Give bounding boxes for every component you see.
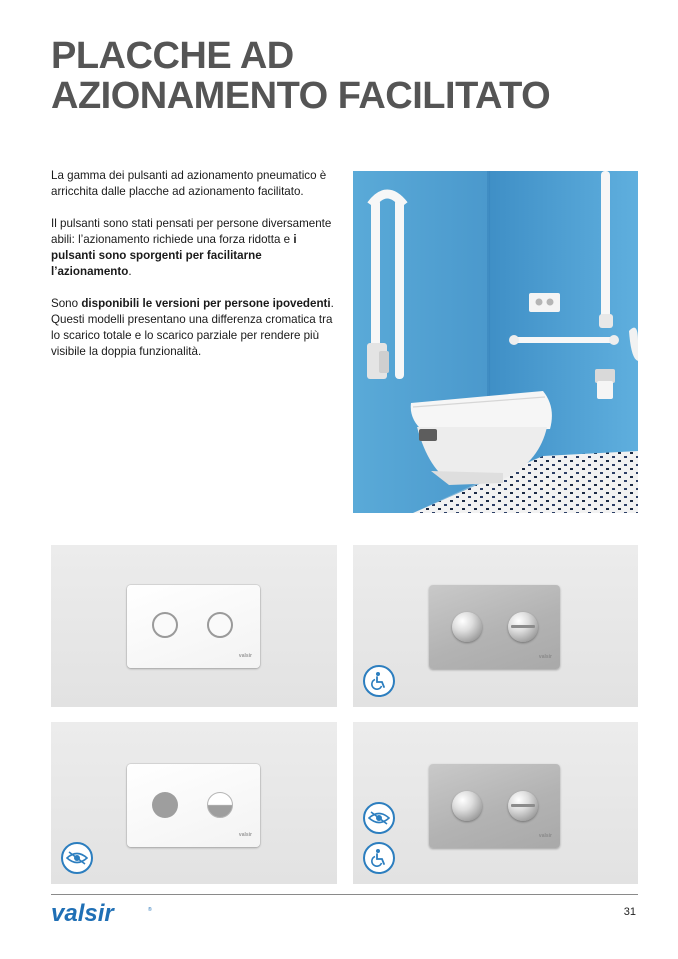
product-panel-steel-combined: [353, 722, 638, 884]
page-number: 31: [623, 906, 636, 918]
bathroom-photo: [353, 171, 638, 513]
partial-flush-button: [452, 791, 482, 821]
wheelchair-icon: [363, 842, 395, 874]
page-title: [51, 36, 651, 116]
flush-plate: [429, 585, 560, 669]
full-flush-button: [508, 612, 538, 642]
emphasis-visually-impaired: disponibili le versioni per persone ipovedenti: [81, 297, 331, 310]
page-title-line-1: PLACCHE AD: [51, 35, 294, 77]
eye-icon: [61, 842, 93, 874]
partial-flush-button: [152, 792, 178, 818]
wheelchair-icon: [363, 665, 395, 697]
flush-plate: [127, 585, 260, 668]
intro-text: [51, 168, 341, 376]
flush-plate: [429, 764, 560, 848]
partial-flush-button: [152, 612, 178, 638]
plate-brand-mark: valsir: [238, 653, 252, 659]
full-flush-button: [207, 792, 233, 818]
product-panel-white-standard: [51, 545, 337, 707]
product-panel-white-contrast: [51, 722, 337, 884]
paragraph-2: Il pulsanti sono stati pensati per persone diversamente abili: l’azionamento richiede una forza ridotta e i pulsanti sono sporgenti per facilitarne l’azionamento.: [51, 217, 332, 278]
paragraph-3: Sono disponibili le versioni per persone ipovedenti. Questi modelli presentano una differenza cromatica tra lo scarico totale e lo scarico parziale per rendere più visibile la doppia funzionalità.: [51, 297, 334, 358]
plate-brand-mark: valsir: [538, 654, 552, 660]
plate-brand-mark: valsir: [538, 833, 552, 839]
full-flush-button: [207, 612, 233, 638]
product-panel-steel-disabled: [353, 545, 638, 707]
emphasis-protruding-buttons: i pulsanti sono sporgenti per facilitarne l’azionamento: [51, 233, 297, 278]
plate-brand-mark: valsir: [238, 832, 252, 838]
partial-flush-button: [452, 612, 482, 642]
footer-divider: [51, 894, 638, 895]
eye-icon: [363, 802, 395, 834]
full-flush-button: [508, 791, 538, 821]
page-title-line-2: AZIONAMENTO FACILITATO: [51, 75, 551, 117]
svg-text:valsir: valsir: [51, 900, 114, 927]
paragraph-1: La gamma dei pulsanti ad azionamento pneumatico è arricchita dalle placche ad azionamento facilitato.: [51, 169, 327, 198]
svg-text:®: ®: [148, 907, 152, 913]
flush-plate: [127, 764, 260, 847]
valsir-logo: [51, 899, 161, 929]
